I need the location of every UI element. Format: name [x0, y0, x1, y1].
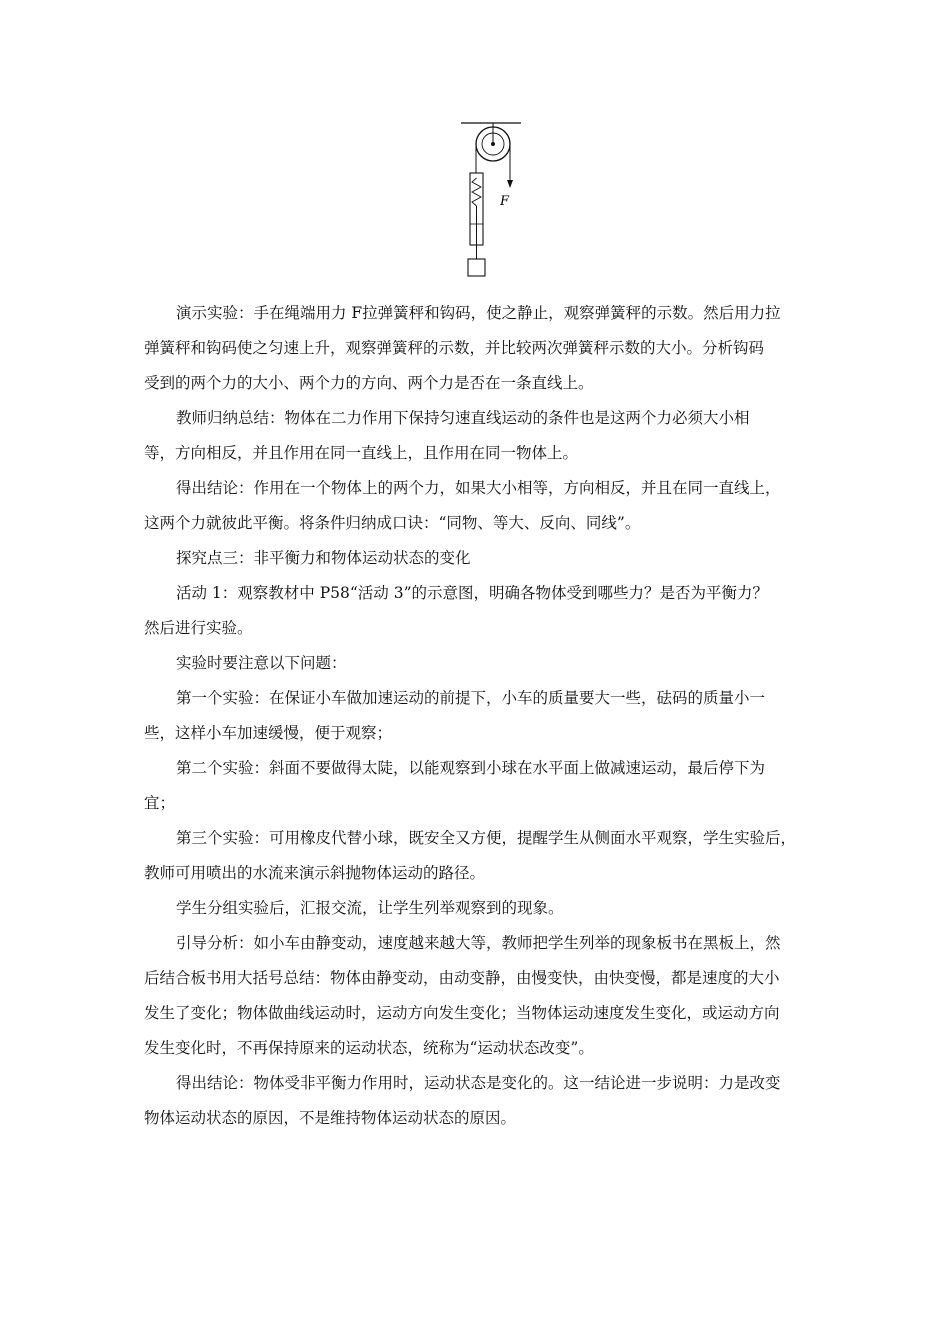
paragraph-line: 这两个力就彼此平衡。将条件归纳成口诀：“同物、等大、反向、同线”。 [144, 514, 641, 532]
paragraph [144, 751, 814, 821]
force-label: F [500, 194, 510, 209]
paragraph [144, 471, 814, 541]
spring-coil [472, 178, 481, 206]
paragraph [144, 681, 814, 751]
paragraph-line: 发生变化时，不再保持原来的运动状态，统称为“运动状态改变”。 [144, 1039, 594, 1057]
paragraph-line: 发生了变化；物体做曲线运动时，运动方向发生变化；当物体运动速度发生变化，或运动方向 [144, 1004, 780, 1022]
pulley-spring-scale-diagram [455, 118, 525, 283]
paragraph [144, 576, 814, 646]
paragraph [144, 1066, 814, 1136]
paragraph-line: 弹簧秤和钩码使之匀速上升，观察弹簧秤的示数，并比较两次弹簧秤示数的大小。分析钩码 [144, 339, 765, 357]
paragraph-line: 探究点三：非平衡力和物体运动状态的变化 [176, 549, 471, 567]
paragraph [144, 541, 814, 576]
paragraph [144, 646, 814, 681]
pulley-axle [491, 142, 495, 146]
paragraph-line: 学生分组实验后，汇报交流，让学生列举观察到的现象。 [176, 899, 564, 917]
hook-weight [468, 259, 485, 276]
paragraph-line: 得出结论：物体受非平衡力作用时，运动状态是变化的。这一结论进一步说明：力是改变 [176, 1074, 781, 1092]
paragraph-line: 然后进行实验。 [144, 619, 253, 637]
paragraph-line: 教师归纳总结：物体在二力作用下保持匀速直线运动的条件也是这两个力必须大小相 [176, 409, 750, 427]
paragraph-line: 宜； [144, 794, 176, 812]
paragraph-line: 后结合板书用大括号总结：物体由静变动，由动变静，由慢变快，由快变慢，都是速度的大小 [144, 969, 780, 987]
paragraph-line: 第二个实验：斜面不要做得太陡，以能观察到小球在水平面上做减速运动，最后停下为 [176, 759, 766, 777]
paragraph-line: 教师可用喷出的水流来演示斜抛物体运动的路径。 [144, 864, 486, 882]
paragraph-line: 活动 1：观察教材中 P58“活动 3”的示意图，明确各物体受到哪些力？是否为平衡力？ [176, 584, 769, 602]
paragraph-line: 得出结论：作用在一个物体上的两个力，如果大小相等，方向相反，并且在同一直线上， [176, 479, 781, 497]
paragraph [144, 401, 814, 471]
paragraph-line: 演示实验：手在绳端用力 F拉弹簧秤和钩码，使之静止，观察弹簧秤的示数。然后用力拉 [176, 304, 781, 322]
force-arrow-head [507, 180, 513, 188]
paragraph-line: 等，方向相反，并且作用在同一直线上，且作用在同一物体上。 [144, 444, 579, 462]
paragraph-line: 物体运动状态的原因，不是维持物体运动状态的原因。 [144, 1109, 517, 1127]
pulley-diagram-svg [455, 118, 525, 283]
paragraph-line: 些，这样小车加速缓慢，便于观察； [144, 724, 393, 742]
paragraph-line: 第三个实验：可用橡皮代替小球，既安全又方便，提醒学生从侧面水平观察，学生实验后， [176, 829, 797, 847]
paragraph [144, 821, 814, 891]
paragraph-line: 引导分析：如小车由静变动，速度越来越大等，教师把学生列举的现象板书在黑板上，然 [176, 934, 781, 952]
paragraph [144, 296, 814, 401]
paragraph [144, 891, 814, 926]
paragraph-line: 第一个实验：在保证小车做加速运动的前提下，小车的质量要大一些，砝码的质量小一 [176, 689, 766, 707]
paragraph [144, 926, 814, 1066]
document-body [144, 296, 814, 1136]
paragraph-line: 受到的两个力的大小、两个力的方向、两个力是否在一条直线上。 [144, 374, 594, 392]
paragraph-line: 实验时要注意以下问题： [176, 654, 347, 672]
